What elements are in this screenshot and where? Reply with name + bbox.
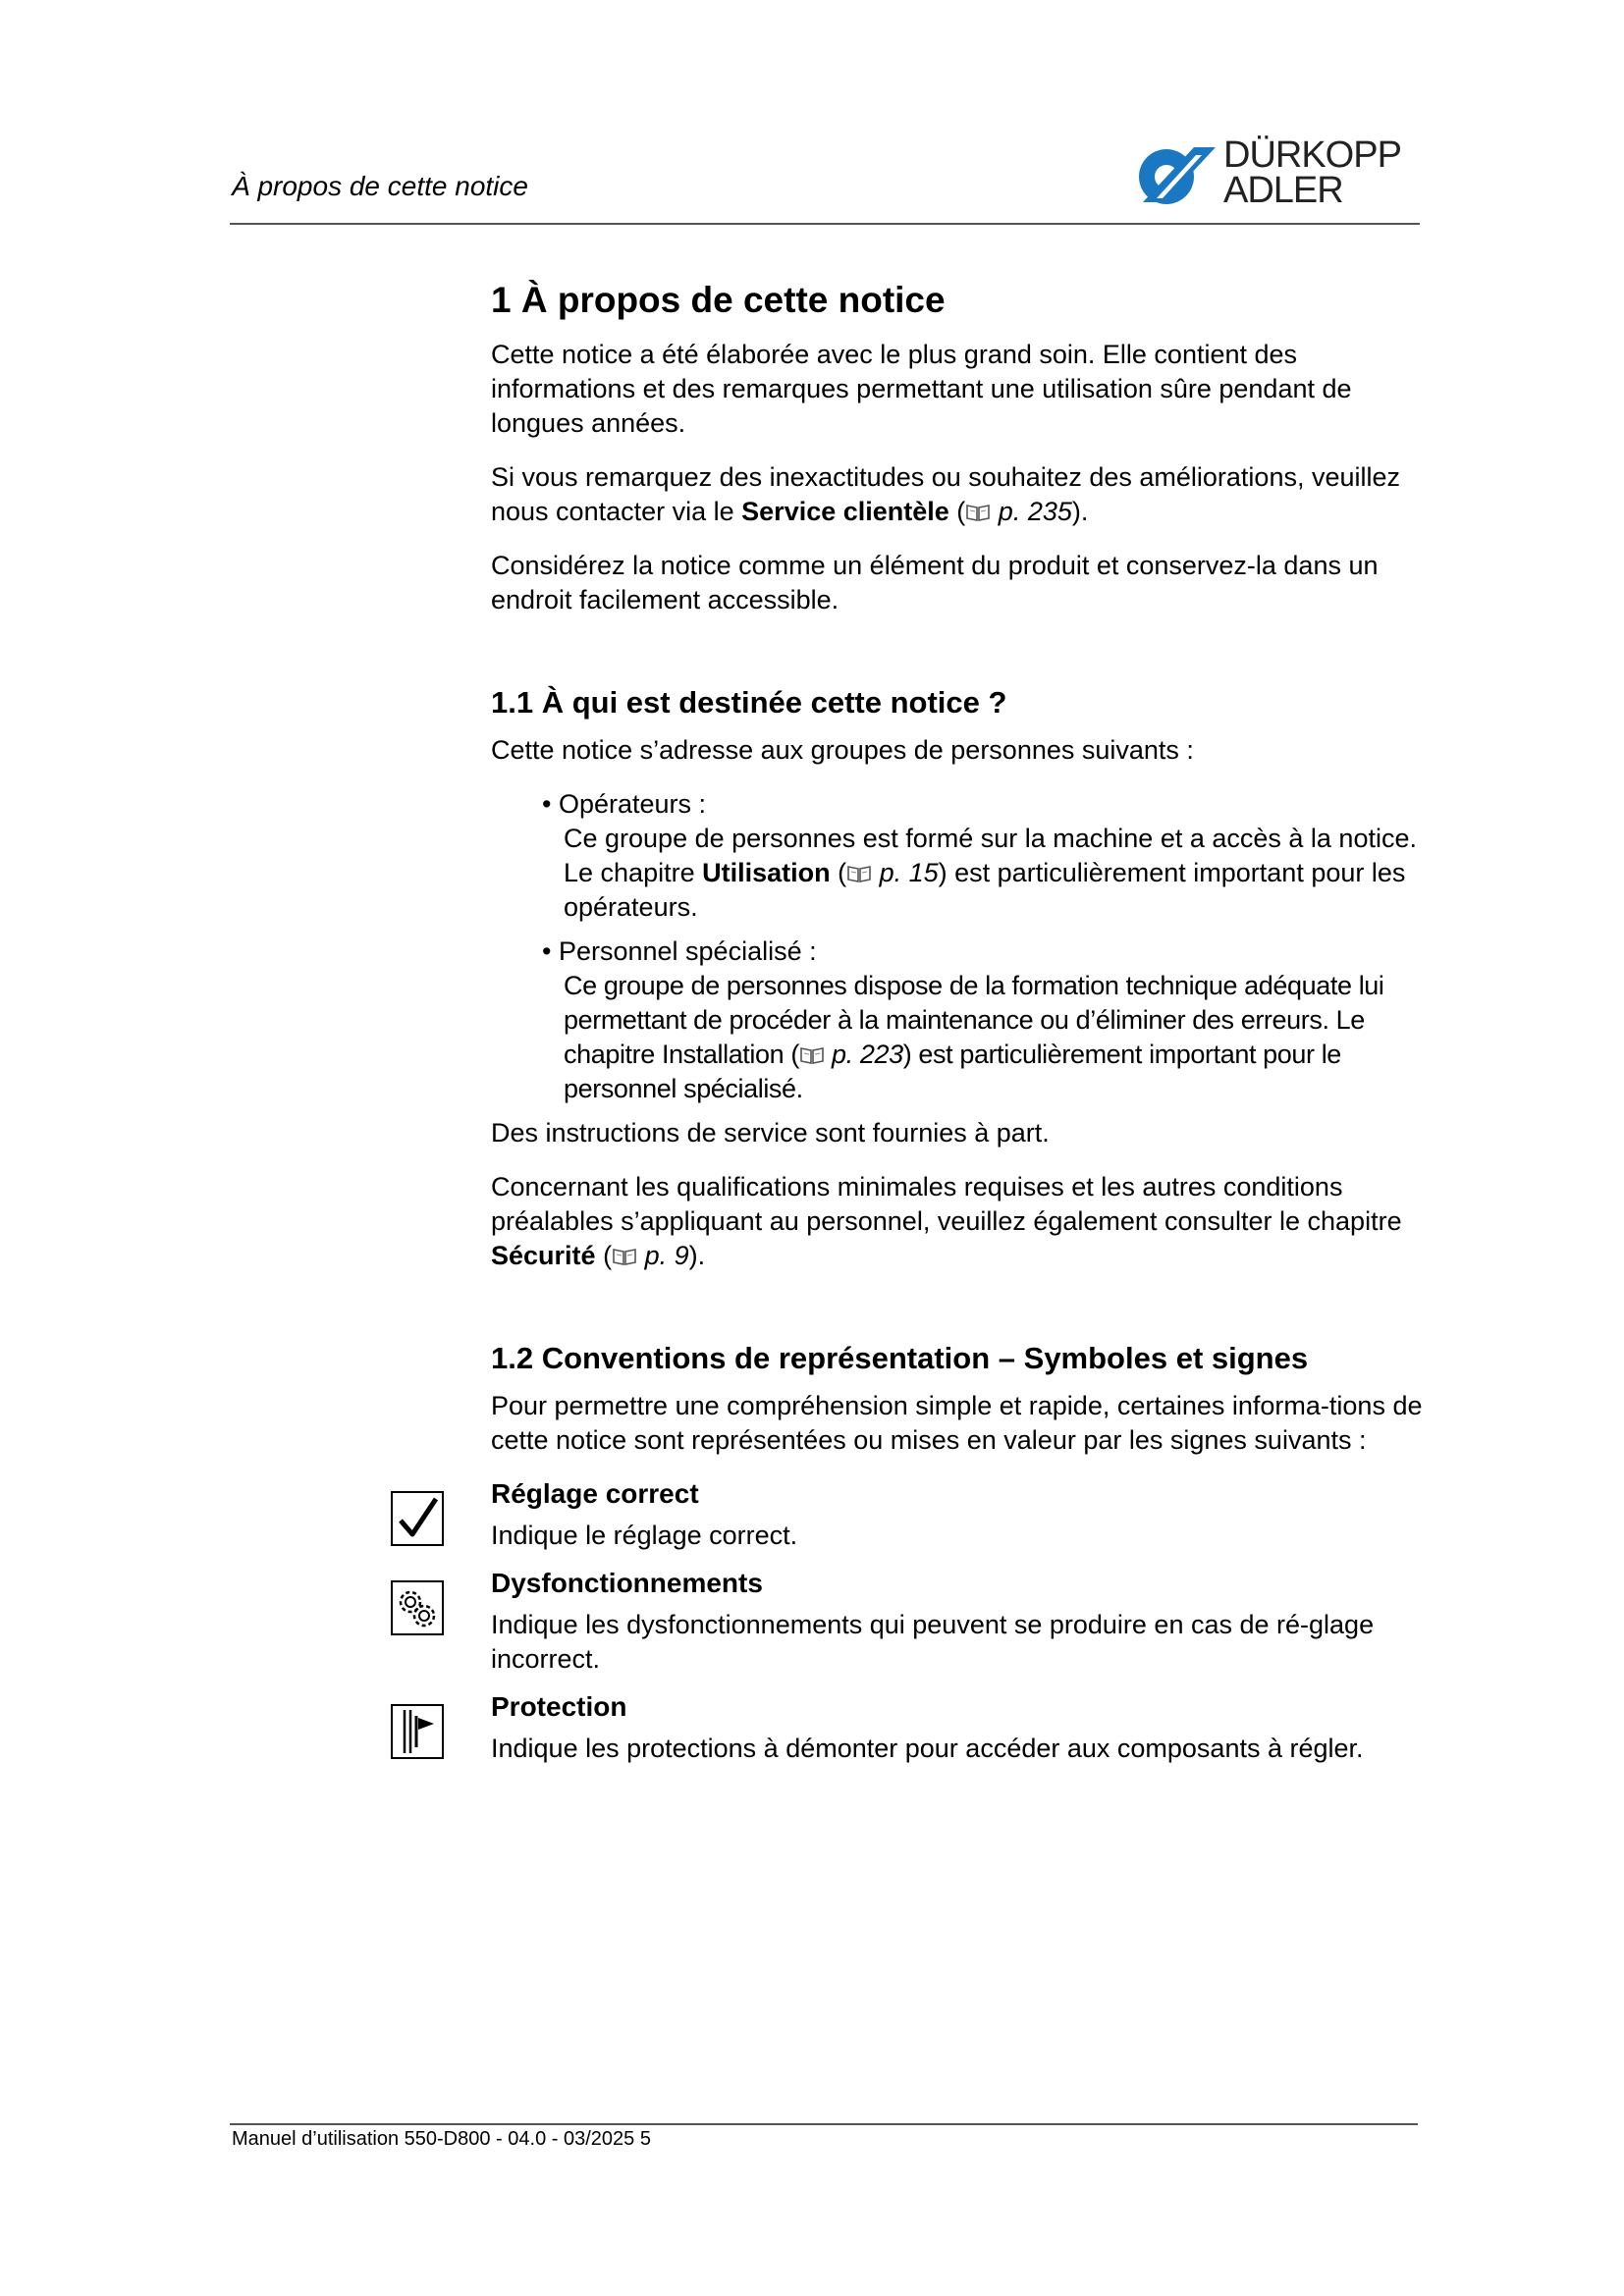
page-content	[491, 265, 1424, 1780]
symbol-description: Indique les protections à démonter pour accéder aux composants à régler.	[491, 1734, 1364, 1763]
bullet-specialists-head: • Personnel spécialisé :	[542, 936, 817, 966]
book-icon	[846, 864, 872, 883]
p2-open: (	[948, 497, 966, 526]
utilisation-link: Utilisation	[702, 858, 831, 887]
section-1-2-heading: 1.2 Conventions de représentation – Symboles et signes	[491, 1341, 1309, 1375]
p2-text: Si vous remarquez des inexactitudes ou souhaitez des améliorations, veuillez nous contacter via le	[491, 462, 1401, 526]
b2-after: ) est particulièrement important pour le personnel spécialisé.	[564, 1040, 1341, 1103]
p2-close: ).	[1071, 497, 1089, 526]
footer-divider	[230, 2123, 1418, 2125]
page-ref-235: p. 235	[991, 497, 1072, 526]
protection-icon	[391, 1704, 444, 1759]
bullet-operators-body	[564, 822, 1424, 925]
symbol-correct-setting	[491, 1477, 1424, 1553]
symbol-description: Indique le réglage correct.	[491, 1521, 798, 1550]
qualifications-paragraph	[491, 1170, 1424, 1273]
running-header-title: À propos de cette notice	[232, 171, 528, 201]
service-instructions-paragraph: Des instructions de service sont fournies à part.	[491, 1118, 1050, 1148]
b1-after: ) est particulièrement important pour les opérateurs.	[564, 858, 1406, 922]
checkmark-icon	[391, 1491, 444, 1546]
page-ref-223: p. 223	[824, 1040, 903, 1069]
symbol-title: Réglage correct	[491, 1478, 699, 1509]
logo-wordmark	[1223, 134, 1401, 211]
logo-line-durkopp: DÜRKOPP	[1223, 134, 1401, 176]
symbol-malfunctions	[491, 1567, 1424, 1677]
qual-text: Concernant les qualifications minimales requises et les autres conditions préalables s’appliquant au personnel, veuillez également consulter le chapitre	[491, 1172, 1402, 1236]
durkopp-adler-logo	[1137, 134, 1414, 214]
symbol-protection	[491, 1690, 1424, 1766]
header-divider	[230, 223, 1420, 225]
symbol-title: Protection	[491, 1691, 627, 1722]
bullet-specialists-body	[564, 969, 1424, 1106]
b1-open: (	[830, 858, 847, 887]
footer-text: Manuel d’utilisation 550-D800 - 04.0 - 03/2025 5	[232, 2128, 651, 2150]
logo-mark-icon	[1137, 141, 1223, 212]
symbol-description: Indique les dysfonctionnements qui peuvent se produire en cas de ré-glage incorrect.	[491, 1610, 1375, 1674]
section-1-2-intro: Pour permettre une compréhension simple et rapide, certaines informa-tions de cette notice sont représentées ou mises en valeur par les signes suivants :	[491, 1391, 1423, 1455]
gears-icon	[391, 1580, 444, 1635]
audience-list	[542, 787, 1424, 1106]
bullet-operators-head: • Opérateurs :	[542, 789, 707, 819]
qual-close: ).	[688, 1241, 706, 1270]
symbol-title: Dysfonctionnements	[491, 1568, 763, 1598]
page-ref-15: p. 15	[872, 858, 939, 887]
section-1-paragraph-3: Considérez la notice comme un élément du produit et conservez-la dans un endroit facilement accessible.	[491, 551, 1379, 614]
section-1-heading: 1 À propos de cette notice	[491, 280, 946, 320]
b1-text: Ce groupe de personnes est formé sur la machine et a accès à la notice. Le chapitre	[564, 824, 1417, 887]
service-clientele-link: Service clientèle	[741, 497, 949, 526]
section-1-paragraph-1: Cette notice a été élaborée avec le plus grand soin. Elle contient des informations et des remarques permettant une utilisation sûre pendant de longues années.	[491, 340, 1352, 438]
section-1-paragraph-2	[491, 460, 1424, 529]
book-icon	[965, 503, 991, 522]
securite-link: Sécurité	[491, 1241, 596, 1270]
logo-line-adler: ADLER	[1223, 170, 1343, 211]
b2-text: Ce groupe de personnes dispose de la formation technique adéquate lui permettant de procéder à la maintenance ou d’éliminer des erreurs. Le chapitre Installation (	[564, 971, 1384, 1069]
page-ref-9: p. 9	[637, 1241, 689, 1270]
section-1-1-heading: 1.1 À qui est destinée cette notice ?	[491, 685, 1007, 720]
section-1-1-intro: Cette notice s’adresse aux groupes de personnes suivants :	[491, 735, 1194, 765]
book-icon	[799, 1045, 825, 1065]
qual-open: (	[595, 1241, 613, 1270]
book-icon	[612, 1247, 637, 1266]
